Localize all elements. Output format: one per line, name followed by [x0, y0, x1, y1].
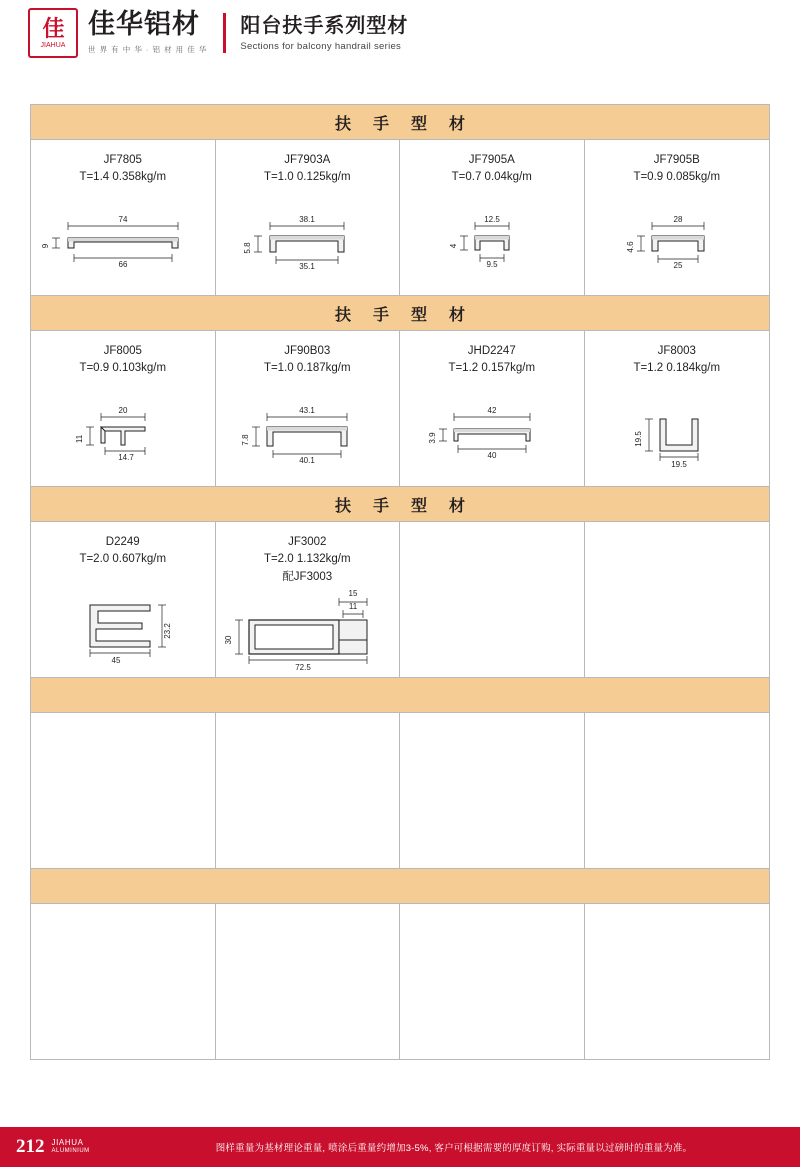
profile-code: JF3002 [288, 536, 327, 548]
table-row [31, 522, 769, 678]
dim-bottom: 25 [673, 261, 683, 270]
dim-left: 7.8 [241, 434, 251, 446]
profile-header [216, 343, 400, 378]
dim-top: 38.1 [299, 215, 316, 224]
section-band-title: 扶 手 型 材 [334, 497, 474, 515]
profile-drawing-jf7805 [31, 202, 215, 288]
footer-note: 图样重量为基材理论重量, 喷涂后重量约增加3-5%, 客户可根据需要的厚度订购, 实际重量以过磅时的重量为准。 [118, 1127, 800, 1167]
page-title-en: Sections for balcony handrail series [240, 40, 402, 52]
profile-cell-empty[interactable] [400, 522, 585, 677]
profile-cell-d2249[interactable] [31, 522, 216, 677]
dim-bottom: 35.1 [299, 262, 316, 271]
dim-top: 15 [348, 589, 358, 598]
profile-spec: T=2.0 1.132kg/m [263, 553, 351, 566]
dim-bottom: 40 [487, 451, 497, 460]
footer-brand [52, 1138, 90, 1156]
profile-spec: T=1.0 0.125kg/m [263, 171, 351, 184]
profile-cell-empty[interactable] [585, 713, 770, 868]
profile-drawing-d2249 [31, 584, 215, 670]
profile-spec-extra: 配JF3003 [282, 570, 333, 583]
page-header [0, 0, 800, 62]
profile-header [585, 152, 770, 187]
dim-left: 4 [448, 243, 458, 249]
profile-drawing-jf7905a [400, 202, 584, 288]
brand-name: 佳华铝材 [88, 9, 200, 39]
profile-header [31, 534, 215, 569]
profile-spec: T=2.0 0.607kg/m [79, 553, 167, 566]
profile-code: JHD2247 [467, 345, 516, 357]
profile-drawing-jhd2247 [400, 393, 584, 479]
dim-right: 23.2 [162, 623, 172, 639]
dim-left: 3.9 [427, 432, 437, 444]
profile-spec: T=0.9 0.085kg/m [633, 171, 721, 184]
dim-top: 20 [118, 406, 128, 415]
profile-cell-empty[interactable] [216, 904, 401, 1059]
section-band [31, 678, 769, 713]
profile-header [216, 152, 400, 187]
profile-drawing-jf8005 [31, 393, 215, 479]
table-row [31, 331, 769, 487]
dim-left: 9 [40, 243, 50, 249]
dim-bottom: 19.5 [670, 460, 687, 469]
profile-code: JF7905B [653, 154, 700, 166]
brand-text [88, 11, 207, 55]
profile-cell-jf90b03[interactable] [216, 331, 401, 486]
profile-drawing-jf7903a [216, 202, 400, 288]
table-row [31, 140, 769, 296]
section-band [31, 105, 769, 140]
profile-cell-jf7805[interactable] [31, 140, 216, 295]
profile-cell-jhd2247[interactable] [400, 331, 585, 486]
profile-code: JF7805 [103, 154, 142, 166]
logo [28, 8, 207, 58]
page-title-cn: 阳台扶手系列型材 [240, 14, 409, 37]
profile-spec: T=0.9 0.103kg/m [79, 362, 167, 375]
profile-code: D2249 [105, 536, 140, 548]
dim-bottom: 40.1 [299, 456, 316, 465]
profile-code: JF7905A [468, 154, 515, 166]
dim-top: 74 [118, 215, 128, 224]
table-row [31, 904, 769, 1059]
logo-glyph: 佳 [42, 15, 64, 41]
page-footer [0, 1127, 800, 1167]
logo-sub: JIAHUA [40, 41, 66, 49]
profile-cell-jf8003[interactable] [585, 331, 770, 486]
section-band [31, 296, 769, 331]
section-band [31, 869, 769, 904]
profile-cell-empty[interactable] [585, 522, 770, 677]
dim-top: 12.5 [483, 215, 500, 224]
page-number: 212 [16, 1136, 45, 1157]
dim-bottom: 66 [118, 260, 128, 269]
section-band-title: 扶 手 型 材 [334, 115, 474, 133]
profile-header [31, 343, 215, 378]
brand-slogan: 世 界 有 中 华 · 铝 材 用 佳 华 [88, 45, 208, 54]
section-band [31, 487, 769, 522]
dim-left: 19.5 [633, 431, 643, 447]
profile-spec: T=1.2 0.184kg/m [633, 362, 721, 375]
profiles-table [30, 104, 770, 1060]
profile-cell-empty[interactable] [31, 904, 216, 1059]
profile-cell-empty[interactable] [216, 713, 401, 868]
profile-header [400, 152, 584, 187]
dim-left: 5.8 [243, 242, 253, 254]
profile-spec: T=1.0 0.187kg/m [263, 362, 351, 375]
profile-header [400, 343, 584, 378]
profile-cell-jf8005[interactable] [31, 331, 216, 486]
dim-top2: 11 [349, 602, 358, 611]
profile-header [585, 343, 770, 378]
section-band-title: 扶 手 型 材 [334, 306, 474, 324]
dim-left: 4.6 [625, 241, 635, 253]
profile-code: JF7903A [284, 154, 331, 166]
dim-top: 28 [673, 215, 683, 224]
profile-code: JF90B03 [284, 345, 331, 357]
dim-top: 42 [487, 406, 497, 415]
profile-spec: T=0.7 0.04kg/m [451, 171, 532, 184]
dim-bottom: 14.7 [117, 453, 134, 462]
profile-code: JF8005 [103, 345, 142, 357]
table-row [31, 713, 769, 869]
logo-mark-icon [28, 8, 78, 58]
footer-page-block [0, 1127, 118, 1167]
page-title [240, 15, 408, 52]
profile-cell-jf7903a[interactable] [216, 140, 401, 295]
profile-cell-empty[interactable] [400, 713, 585, 868]
header-divider [223, 13, 226, 53]
footer-brand-line1: JIAHUA [51, 1138, 84, 1148]
profile-cell-empty[interactable] [400, 904, 585, 1059]
profile-spec: T=1.2 0.157kg/m [448, 362, 536, 375]
profile-header [216, 534, 400, 586]
footer-brand-line2: ALUMINIUM [51, 1148, 90, 1155]
profile-drawing-jf8003 [585, 393, 770, 479]
profile-cell-jf7905a[interactable] [400, 140, 585, 295]
dim-bottom: 45 [111, 656, 121, 665]
profile-drawing-jf90b03 [216, 393, 400, 479]
dim-left: 11 [74, 434, 84, 444]
profile-cell-jf3002[interactable] [216, 522, 401, 677]
profile-header [31, 152, 215, 187]
profile-drawing-jf7905b [585, 202, 770, 288]
dim-left: 30 [224, 635, 234, 645]
profile-spec: T=1.4 0.358kg/m [79, 171, 167, 184]
profile-cell-empty[interactable] [31, 713, 216, 868]
profile-cell-jf7905b[interactable] [585, 140, 770, 295]
profile-drawing-jf3002 [216, 580, 400, 672]
profile-cell-empty[interactable] [585, 904, 770, 1059]
dim-bottom: 72.5 [295, 663, 312, 672]
dim-top: 43.1 [299, 406, 316, 415]
profile-code: JF8003 [657, 345, 696, 357]
dim-bottom: 9.5 [486, 260, 498, 269]
